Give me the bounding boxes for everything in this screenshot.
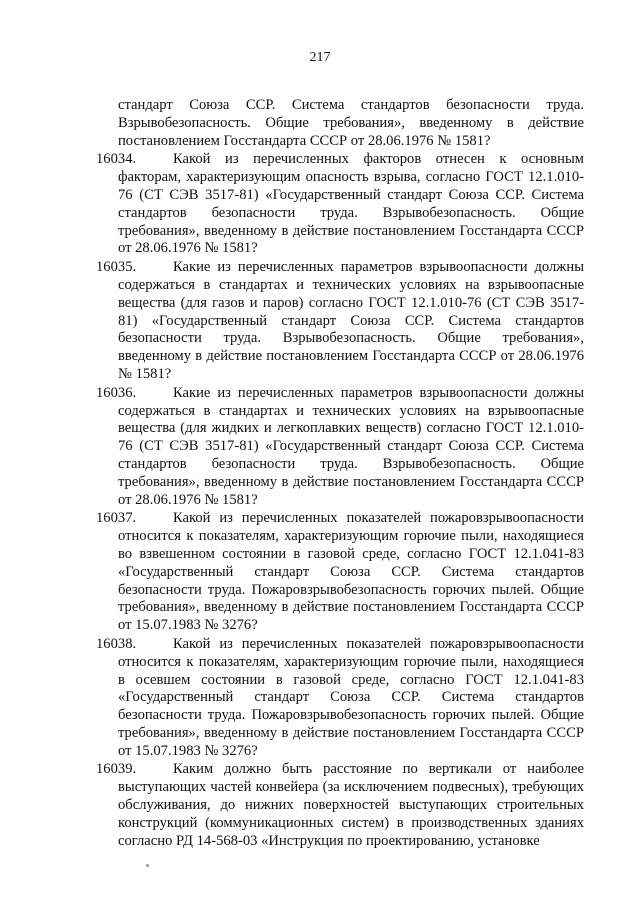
page-number: 217 [309,50,331,65]
question-text: Каким должно быть расстояние по вертикали от наиболее выступающих частей конвейера (за исключением подвесных), требующих обслуживания, до нижних поверхностей выступающих строительных конструкций (коммуникационных систем) в производственных зданиях согласно РД 14-568-03 «Инструкция по проектированию, установке [118,761,584,849]
question-16038 [96,635,584,761]
page-content [96,97,584,850]
question-16034 [96,151,584,258]
question-16036 [96,384,584,510]
question-text: Какие из перечисленных параметров взрывоопасности должны содержаться в стандартах и технических условиях на взрывоопасные вещества (для газов и паров) согласно ГОСТ 12.1.010-76 (СТ СЭВ 3517-81) «Государственный стандарт Союза ССР. Система стандартов безопасности труда. Взрывобезопасность. Общие требования», введенному в действие постановлением Госстандарта СССР от 28.06.1976 № 1581? [118,259,584,382]
question-number: 16039. [96,761,137,778]
question-number: 16036. [96,384,137,401]
question-number: 16035. [96,259,137,276]
question-16039 [96,761,584,850]
intro-paragraph: стандарт Союза ССР. Система стандартов безопасности труда. Взрывобезопасность. Общие требования», введенному в действие постановлением Госстандарта СССР от 28.06.1976 № 1581? [118,97,584,149]
question-16037 [96,510,584,635]
question-number: 16037. [96,510,137,527]
question-text: Какой из перечисленных факторов отнесен к основным факторам, характеризующим опасность взрыва, согласно ГОСТ 12.1.010-76 (СТ СЭВ 3517-81) «Государственный стандарт Союза ССР. Система стандартов безопасности труда. Взрывобезопасность. Общие требования», введенному в действие постановлением Госстандарта СССР от 28.06.1976 № 1581? [118,151,584,257]
question-text: Какой из перечисленных показателей пожаровзрывоопасности относится к показателям, характеризующим горючие пыли, находящиеся в осевшем состоянии в газовой среде, согласно ГОСТ 12.1.041-83 «Государственный стандарт Союза ССР. Система стандартов безопасности труда. Пожаровзрывобезопасность горючих пылей. Общие требования», введенному в действие постановлением Госстандарта СССР от 15.07.1983 № 3276? [118,635,584,759]
question-text: Какой из перечисленных показателей пожаровзрывоопасности относится к показателям, характеризующим горючие пыли, находящиеся во взвешенном состоянии в газовой среде, согласно ГОСТ 12.1.041-83 «Государственный стандарт Союза ССР. Система стандартов безопасности труда. Пожаровзрывобезопасность горючих пылей. Общие требования», введенному в действие постановлением Госстандарта СССР от 15.07.1983 № 3276? [118,510,584,634]
question-16035 [96,259,584,384]
question-number: 16038. [96,635,137,652]
scan-speck [146,864,149,867]
question-text: Какие из перечисленных параметров взрывоопасности должны содержаться в стандартах и технических условиях на взрывоопасные вещества (для жидких и легкоплавких веществ) согласно ГОСТ 12.1.010-76 (СТ СЭВ 3517-81) «Государственный стандарт Союза ССР. Система стандартов безопасности труда. Взрывобезопасность. Общие требования», введенному в действие постановлением Госстандарта СССР от 28.06.1976 № 1581? [118,384,584,508]
question-number: 16034. [96,151,137,168]
